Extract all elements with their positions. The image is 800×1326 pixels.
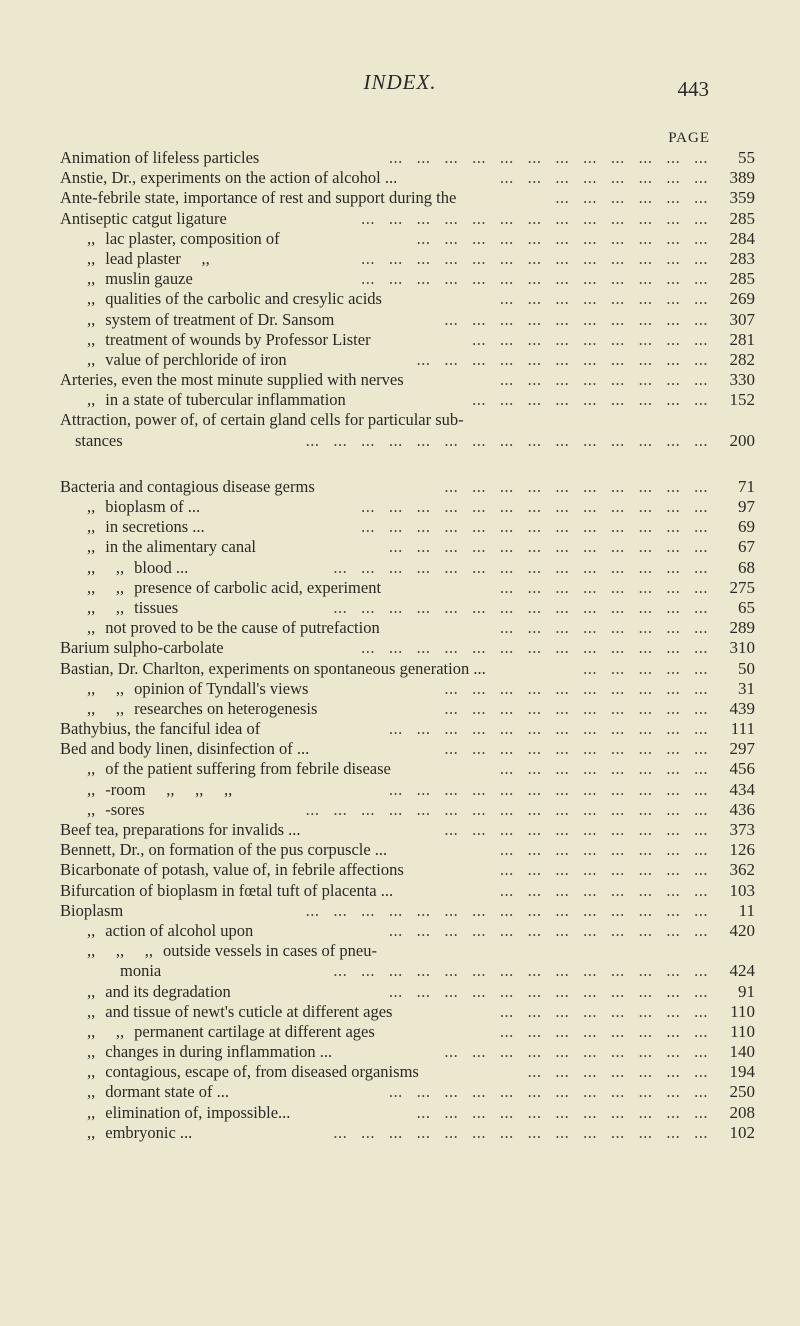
ditto-mark: ,, [87, 799, 96, 819]
ditto-mark: ,, [87, 248, 96, 268]
entry-page-number: 359 [729, 188, 755, 208]
entry-page-number: 111 [730, 719, 755, 739]
leader-dots: ... ... ... ... ... ... ... ... ... ... ... ... [388, 148, 708, 167]
entry-text [87, 618, 380, 638]
entry-page-number: 307 [729, 309, 755, 329]
entry-heading: lead plaster ,, [105, 248, 210, 268]
ditto-mark: ,, [87, 1102, 96, 1122]
entry-heading: changes in during inflammation ... [105, 1042, 333, 1062]
leader-dots: ... ... ... ... ... ... ... ... ... ... ... ... [388, 981, 708, 1001]
ditto-mark: ,, [87, 759, 96, 779]
entry-heading: in the alimentary canal [105, 537, 256, 557]
entry-text [60, 148, 259, 168]
leader-dots: ... ... ... ... ... ... [555, 188, 708, 208]
entry-heading: in a state of tubercular inflammation [105, 390, 346, 410]
entry-heading: Ante-febrile state, importance of rest and support during the [60, 188, 457, 208]
index-entry [60, 410, 710, 430]
leader-dots: ... ... ... ... ... ... ... ... [499, 289, 708, 309]
entry-page-number: 31 [738, 678, 755, 698]
entry-page-number: 200 [729, 430, 755, 450]
ditto-mark: ,, [87, 1062, 96, 1082]
index-entry [60, 840, 755, 860]
index-entry [60, 1102, 755, 1123]
entry-text [87, 941, 377, 961]
entry-page-number: 362 [729, 860, 755, 880]
entry-text [87, 497, 200, 517]
leader-dots: ... ... ... ... ... ... ... ... [499, 1001, 708, 1021]
entry-text [87, 1123, 192, 1143]
entry-page-number: 283 [729, 248, 755, 268]
entry-text [87, 310, 334, 330]
entry-heading: tissues [134, 597, 179, 617]
ditto-mark: ,, ,, [87, 678, 125, 698]
entry-text [87, 1082, 229, 1102]
entry-heading: Attraction, power of, of certain gland cells for particular sub- [60, 410, 464, 430]
leader-dots: ... ... ... ... ... ... ... ... ... ... ... ... ... ... [333, 557, 708, 577]
index-entry [60, 597, 755, 618]
entry-text [120, 961, 161, 981]
leader-dots: ... ... ... ... ... ... ... ... ... ... [444, 698, 708, 718]
entry-text [60, 410, 464, 430]
entry-heading: Bicarbonate of potash, value of, in febrile affections [60, 860, 404, 880]
entry-text [60, 209, 227, 229]
entry-page-number: 69 [738, 517, 755, 537]
entry-heading: contagious, escape of, from diseased organisms [105, 1062, 419, 1082]
entry-heading: value of perchloride of iron [105, 349, 287, 369]
index-entry [60, 880, 755, 901]
entry-page-number: 11 [738, 900, 755, 920]
entry-heading: qualities of the carbolic and cresylic acids [105, 289, 382, 309]
leader-dots: ... ... ... ... ... ... ... ... ... ... ... ... ... ... [333, 1122, 708, 1142]
entry-heading: outside vessels in cases of pneu- [163, 941, 377, 961]
entry-page-number: 103 [729, 880, 755, 900]
entry-page-number: 55 [738, 148, 755, 167]
entry-heading: researches on heterogenesis [134, 698, 318, 718]
entry-page-number: 282 [729, 349, 755, 369]
entry-text [87, 558, 188, 578]
ditto-mark: ,, [87, 920, 96, 940]
entry-text [87, 330, 371, 350]
entry-page-number: 297 [729, 739, 755, 759]
page-header [0, 70, 800, 110]
leader-dots: ... ... ... ... ... ... ... ... ... ... ... ... [388, 1082, 708, 1102]
index-entry [60, 1122, 755, 1143]
entry-page-number: 389 [729, 168, 755, 188]
leader-dots: ... ... ... ... ... ... ... ... ... ... ... ... [388, 920, 708, 940]
index-entry [60, 739, 755, 759]
entry-heading: dormant state of ... [105, 1082, 229, 1102]
index-entry [60, 759, 755, 779]
entry-text [60, 719, 260, 739]
index-entry [60, 517, 755, 537]
index-entry [60, 1082, 755, 1102]
entry-heading: Arteries, even the most minute supplied with nerves [60, 370, 404, 390]
entry-page-number: 424 [729, 961, 755, 981]
entry-page-number: 91 [738, 981, 755, 1001]
ditto-mark: ,, [87, 228, 96, 248]
entry-heading: Bastian, Dr. Charlton, experiments on spontaneous generation ... [60, 658, 486, 678]
index-entry [60, 537, 755, 557]
entry-text [60, 739, 309, 759]
entry-heading: of the patient suffering from febrile disease [105, 759, 391, 779]
entry-heading: and its degradation [105, 981, 231, 1001]
ditto-mark: ,, [87, 1042, 96, 1062]
index-entry [60, 349, 755, 370]
entry-text [87, 1103, 290, 1123]
index-entry [60, 981, 755, 1002]
entry-page-number: 194 [729, 1062, 755, 1082]
entry-heading: and tissue of newt's cuticle at different ages [105, 1001, 393, 1021]
ditto-mark: ,, [87, 517, 96, 537]
leader-dots: ... ... ... ... ... ... ... ... ... ... ... ... ... [361, 208, 708, 228]
index-entry [60, 289, 755, 309]
entry-heading: -sores [105, 799, 145, 819]
entry-text [60, 370, 404, 390]
entry-text [87, 517, 205, 537]
leader-dots: ... ... ... ... ... ... ... ... [499, 860, 708, 880]
leader-dots: ... ... ... ... ... ... ... [527, 1062, 708, 1082]
index-entry [60, 248, 755, 269]
entry-page-number: 68 [738, 557, 755, 577]
index-entry [60, 1021, 755, 1042]
entry-text [87, 249, 210, 269]
ditto-mark: ,, [87, 497, 96, 516]
ditto-mark: ,, [87, 779, 96, 799]
entry-heading: Bifurcation of bioplasm in fœtal tuft of placenta ... [60, 880, 394, 900]
entry-page-number: 275 [729, 577, 755, 597]
entry-page-number: 456 [729, 759, 755, 779]
leader-dots: ... ... ... ... ... [583, 658, 708, 678]
leader-dots: ... ... ... ... ... ... ... ... ... ... [444, 739, 708, 759]
leader-dots: ... ... ... ... ... ... ... ... [499, 370, 708, 390]
entry-page-number: 281 [729, 329, 755, 349]
leader-dots: ... ... ... ... ... ... ... ... ... ... ... ... ... [361, 638, 708, 658]
entry-heading: -room ,, ,, ,, [105, 779, 233, 799]
entry-text [87, 1062, 419, 1082]
index-entries [60, 148, 755, 1143]
entry-text [60, 638, 224, 658]
entry-page-number: 289 [729, 618, 755, 638]
ditto-mark: ,, [87, 269, 96, 289]
leader-dots: ... ... ... ... ... ... ... ... [499, 1021, 708, 1041]
leader-dots: ... ... ... ... ... ... ... ... ... ... ... ... ... [361, 517, 708, 537]
index-entry [60, 678, 755, 699]
index-entry [60, 476, 755, 497]
index-entry [60, 188, 755, 208]
entry-text [75, 431, 123, 451]
entry-text [60, 188, 456, 208]
index-entry [60, 390, 755, 410]
entry-page-number: 434 [729, 779, 755, 799]
index-entry [60, 269, 755, 289]
entry-text [60, 820, 301, 840]
entry-text [87, 390, 346, 410]
entry-heading: Bacteria and contagious disease germs [60, 476, 315, 496]
index-entry [60, 860, 755, 880]
leader-dots: ... ... ... ... ... ... ... ... ... ... ... ... ... ... ... [305, 430, 708, 450]
entry-page-number: 102 [729, 1122, 755, 1142]
entry-page-number: 67 [738, 537, 755, 557]
leader-dots: ... ... ... ... ... ... ... ... ... ... ... ... ... [361, 497, 708, 516]
entry-heading: Bioplasm [60, 900, 124, 920]
leader-dots: ... ... ... ... ... ... ... ... ... ... ... ... [388, 779, 708, 799]
entry-text [60, 168, 397, 188]
entry-heading: action of alcohol upon [105, 920, 254, 940]
entry-text [87, 1002, 392, 1022]
index-entry [60, 618, 755, 638]
index-entry [60, 208, 755, 229]
leader-dots: ... ... ... ... ... ... ... ... [499, 840, 708, 860]
entry-text [87, 350, 287, 370]
ditto-mark: ,, [87, 1082, 96, 1102]
entry-heading: elimination of, impossible... [105, 1102, 291, 1122]
leader-dots: ... ... ... ... ... ... ... ... ... ... ... [416, 1102, 708, 1122]
entry-page-number: 140 [729, 1042, 755, 1062]
index-entry [60, 309, 755, 330]
leader-dots: ... ... ... ... ... ... ... ... ... ... ... ... ... ... [333, 961, 708, 981]
leader-dots: ... ... ... ... ... ... ... ... ... [472, 390, 708, 410]
entry-page-number: 285 [729, 269, 755, 289]
entry-page-number: 152 [729, 390, 755, 410]
entry-heading: muslin gauze [105, 269, 193, 289]
entry-page-number: 285 [729, 208, 755, 228]
ditto-mark: ,, [87, 309, 96, 329]
entry-heading: in secretions ... [105, 517, 205, 537]
ditto-mark: ,, [87, 1122, 96, 1142]
entry-heading: Barium sulpho-carbolate [60, 638, 224, 658]
ditto-mark: ,, ,, [87, 557, 125, 577]
ditto-mark: ,, [87, 349, 96, 369]
leader-dots: ... ... ... ... ... ... ... ... ... ... ... ... ... [361, 269, 708, 289]
index-entry [60, 719, 755, 739]
entry-page-number: 110 [730, 1021, 755, 1041]
index-entry [60, 329, 755, 350]
entry-text [87, 537, 256, 557]
entry-page-number: 65 [738, 597, 755, 617]
index-entry [60, 497, 755, 517]
leader-dots: ... ... ... ... ... ... ... ... [499, 759, 708, 779]
index-entry [60, 820, 755, 840]
entry-heading: lac plaster, composition of [105, 228, 280, 248]
entry-text [87, 699, 317, 719]
entry-heading: monia [120, 961, 162, 981]
entry-page-number: 310 [729, 638, 755, 658]
entry-page-number: 269 [729, 289, 755, 309]
entry-heading: opinion of Tyndall's views [134, 678, 309, 698]
entry-heading: blood ... [134, 557, 189, 577]
entry-heading: treatment of wounds by Professor Lister [105, 329, 371, 349]
ditto-mark: ,, [87, 1001, 96, 1021]
entry-heading: presence of carbolic acid, experiment [134, 577, 382, 597]
entry-page-number: 50 [738, 658, 755, 678]
leader-dots: ... ... ... ... ... ... ... ... ... [472, 329, 708, 349]
entry-heading: system of treatment of Dr. Sansom [105, 309, 335, 329]
entry-text [87, 598, 178, 618]
entry-page-number: 71 [738, 476, 755, 496]
entry-text [87, 759, 391, 779]
entry-heading: permanent cartilage at different ages [134, 1021, 375, 1041]
entry-page-number: 439 [729, 698, 755, 718]
entry-page-number: 208 [729, 1102, 755, 1122]
entry-text [87, 780, 232, 800]
index-entry [60, 900, 755, 921]
entry-text [60, 477, 315, 497]
leader-dots: ... ... ... ... ... ... ... ... ... ... ... [416, 228, 708, 248]
leader-dots: ... ... ... ... ... ... ... ... ... ... [444, 820, 708, 839]
index-entry [60, 920, 755, 941]
leader-dots: ... ... ... ... ... ... ... ... ... ... ... ... ... ... [333, 597, 708, 617]
entry-page-number: 126 [729, 840, 755, 860]
entry-text [87, 679, 308, 699]
index-entry [60, 370, 755, 390]
entry-text [87, 800, 145, 820]
entry-text [87, 289, 382, 309]
entry-text [60, 881, 393, 901]
leader-dots: ... ... ... ... ... ... ... ... ... ... ... [416, 349, 708, 369]
entry-heading: embryonic ... [105, 1122, 193, 1142]
entry-text [87, 1042, 332, 1062]
leader-dots: ... ... ... ... ... ... ... ... ... ... ... ... [388, 537, 708, 557]
entry-text [60, 860, 404, 880]
index-entry [60, 430, 755, 451]
entry-heading: stances [75, 430, 123, 450]
ditto-mark: ,, ,, [87, 1021, 125, 1041]
page-column-heading: PAGE [668, 130, 710, 146]
index-entry [60, 658, 755, 679]
index-entry [60, 148, 755, 168]
ditto-mark: ,, [87, 289, 96, 309]
index-entry [60, 228, 755, 249]
index-entry [60, 941, 710, 961]
entry-text [87, 1022, 375, 1042]
index-entry [60, 557, 755, 578]
entry-page-number: 330 [729, 370, 755, 390]
index-entry [60, 1042, 755, 1062]
page-number: 443 [677, 77, 709, 101]
index-entry [60, 1001, 755, 1022]
ditto-mark: ,, [87, 618, 96, 638]
entry-text [87, 921, 253, 941]
leader-dots: ... ... ... ... ... ... ... ... [499, 577, 708, 597]
leader-dots: ... ... ... ... ... ... ... ... ... ... [444, 309, 708, 329]
leader-dots: ... ... ... ... ... ... ... ... ... ... ... ... ... ... ... [305, 799, 708, 819]
entry-heading: Antiseptic catgut ligature [60, 208, 227, 228]
index-entry [60, 638, 755, 658]
ditto-mark: ,, ,, [87, 698, 125, 718]
leader-dots: ... ... ... ... ... ... ... ... ... ... ... ... ... [361, 248, 708, 268]
ditto-mark: ,, ,, ,, [87, 941, 153, 961]
leader-dots: ... ... ... ... ... ... ... ... [499, 880, 708, 900]
ditto-mark: ,, [87, 537, 96, 557]
index-entry [60, 168, 755, 188]
entry-text [87, 578, 381, 598]
index-entry [60, 779, 755, 800]
ditto-mark: ,, [87, 390, 96, 410]
leader-dots: ... ... ... ... ... ... ... ... ... ... [444, 1042, 708, 1062]
entry-text [60, 840, 387, 860]
ditto-mark: ,, ,, [87, 597, 125, 617]
entry-heading: not proved to be the cause of putrefaction [105, 618, 380, 638]
entry-page-number: 420 [729, 920, 755, 940]
entry-heading: Animation of lifeless particles [60, 148, 260, 167]
entry-page-number: 97 [738, 497, 755, 516]
entry-page-number: 284 [729, 228, 755, 248]
leader-dots: ... ... ... ... ... ... ... ... [499, 168, 708, 188]
entry-text [60, 901, 123, 921]
leader-dots: ... ... ... ... ... ... ... ... ... ... [444, 476, 708, 496]
entry-page-number: 436 [729, 799, 755, 819]
entry-heading: bioplasm of ... [105, 497, 201, 516]
entry-heading: Bed and body linen, disinfection of ... [60, 739, 310, 759]
entry-text [87, 982, 231, 1002]
ditto-mark: ,, [87, 329, 96, 349]
leader-dots: ... ... ... ... ... ... ... ... [499, 618, 708, 638]
entry-text [60, 659, 486, 679]
index-entry [60, 1062, 755, 1082]
ditto-mark: ,, [87, 981, 96, 1001]
entry-heading: Beef tea, preparations for invalids ... [60, 820, 301, 839]
running-title: INDEX. [363, 70, 437, 94]
index-entry [60, 577, 755, 598]
entry-heading: Bennett, Dr., on formation of the pus corpuscle ... [60, 840, 388, 860]
entry-heading: Anstie, Dr., experiments on the action of alcohol ... [60, 168, 398, 188]
index-entry [60, 698, 755, 719]
entry-text [87, 229, 280, 249]
entry-page-number: 373 [729, 820, 755, 839]
leader-dots: ... ... ... ... ... ... ... ... ... ... ... ... [388, 719, 708, 739]
entry-page-number: 110 [730, 1001, 755, 1021]
ditto-mark: ,, ,, [87, 577, 125, 597]
index-entry [60, 961, 755, 981]
index-entry [60, 799, 755, 820]
entry-heading: Bathybius, the fanciful idea of [60, 719, 261, 739]
entry-page-number: 250 [729, 1082, 755, 1102]
leader-dots: ... ... ... ... ... ... ... ... ... ... ... ... ... ... ... [305, 900, 708, 920]
entry-text [87, 269, 193, 289]
leader-dots: ... ... ... ... ... ... ... ... ... ... [444, 678, 708, 698]
